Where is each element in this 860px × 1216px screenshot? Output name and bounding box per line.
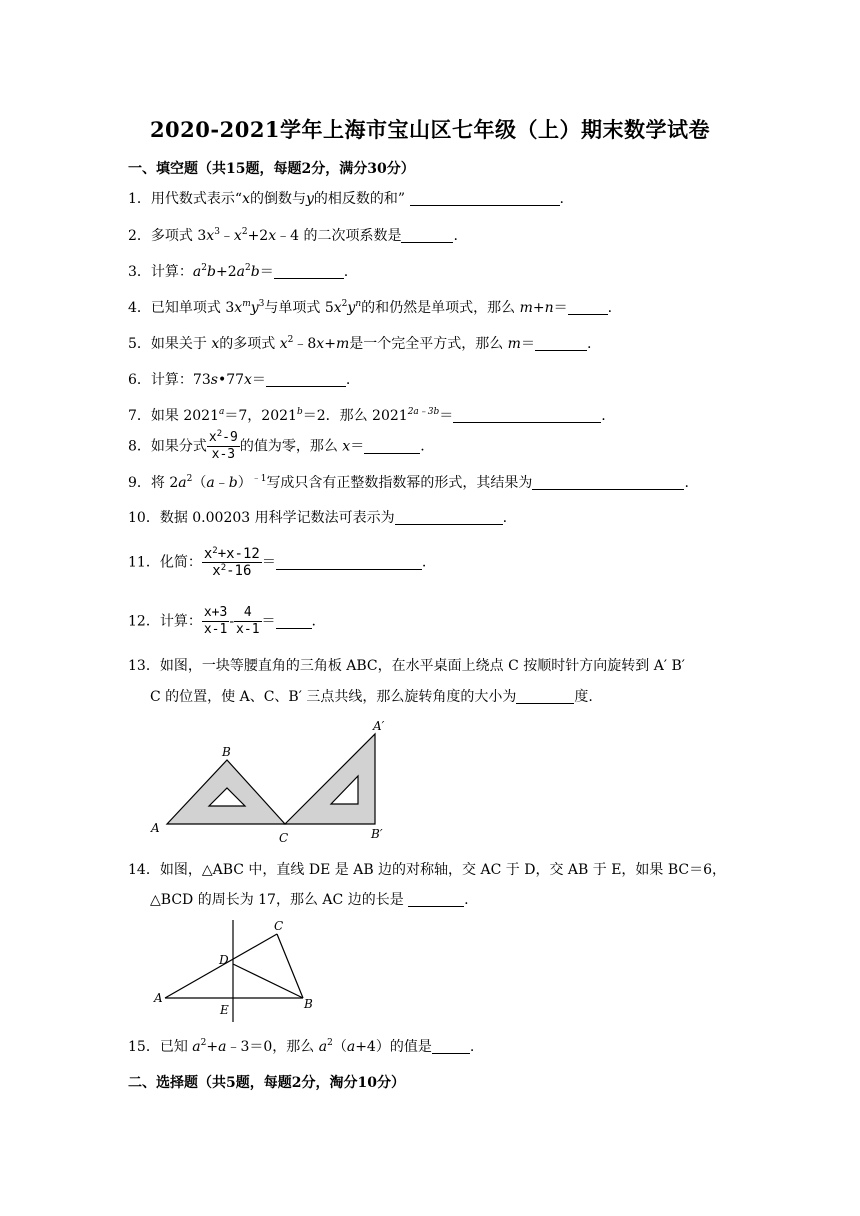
- label-a: A: [151, 821, 160, 835]
- question-14-continued: △BCD 的周长为 17，那么 AC 边的长是 .: [150, 892, 469, 908]
- question-14: 14．如图，△ABC 中，直线 DE 是 AB 边的对称轴，交 AC 于 D，交 AB 于 E，如果 BC＝6，: [128, 862, 727, 878]
- question-8: 8．如果分式 $\frac{x^2-9}{x-3}$ 的值为零，那么 x＝ .: [128, 429, 425, 462]
- answer-blank[interactable]: [364, 439, 420, 454]
- section-heading-fill-blank: 一、填空题（共15题，每题2分，满分30分）: [128, 161, 415, 177]
- triangle-rotation-figure: [145, 716, 405, 846]
- label-a-prime: A′: [373, 719, 385, 733]
- answer-blank[interactable]: [274, 264, 344, 279]
- answer-blank[interactable]: [432, 1039, 470, 1054]
- question-1: 1．用代数式表示“x的倒数与y的相反数的和” .: [128, 191, 564, 207]
- answer-blank[interactable]: [532, 475, 684, 490]
- fraction: $\frac{4}{x-1}$: [236, 605, 260, 637]
- question-10: 10．数据 0.00203 用科学记数法可表示为 .: [128, 510, 508, 526]
- answer-blank[interactable]: [568, 300, 608, 315]
- label-c: C: [279, 831, 289, 845]
- question-7: 7．如果 $2021^a=7$，$2021^b=2$．那么 $2021^{2a﹣3b}=$ .: [128, 407, 606, 424]
- fraction: $\frac{x^2+x-12}{x^2-16}$: [203, 546, 260, 579]
- question-11: 11．化简： $\frac{x^2+x-12}{x^2-16}$ ＝ .: [128, 546, 427, 579]
- question-6: 6．计算：73s•77x＝ .: [128, 372, 351, 388]
- page-title: 2020-2021学年上海市宝山区七年级（上）期末数学试卷: [149, 117, 711, 142]
- fraction: $\frac{x^2-9}{x-3}$: [208, 429, 238, 462]
- question-13-continued: C 的位置，使 A、C、B′ 三点共线，那么旋转角度的大小为 度.: [150, 689, 593, 705]
- answer-blank[interactable]: [453, 408, 601, 423]
- fraction: $\frac{x+3}{x-1}$: [203, 605, 228, 637]
- section-heading-multiple-choice: 二、选择题（共5题，每题2分，淘分10分）: [128, 1075, 405, 1091]
- answer-blank[interactable]: [408, 892, 464, 907]
- answer-blank[interactable]: [395, 510, 503, 525]
- answer-blank[interactable]: [516, 689, 574, 704]
- question-15: 15．已知 $a^2+a﹣3=0$，那么 $a^2(a+4)$的值是 .: [128, 1038, 475, 1055]
- question-12: 12．计算： $\frac{x+3}{x-1}$ - $\frac{4}{x-1}$ ＝ .: [128, 605, 316, 637]
- label-e: E: [220, 1003, 229, 1017]
- answer-blank[interactable]: [266, 372, 346, 387]
- question-4: 4．已知单项式 $3x^my^3$与单项式 $5x^2y^n$的和仍然是单项式，那么 m+n＝ .: [128, 299, 613, 316]
- label-b: B: [222, 745, 231, 759]
- answer-blank[interactable]: [535, 336, 587, 351]
- triangle-a2b2c: [285, 734, 375, 824]
- label-c: C: [274, 919, 284, 933]
- label-d: D: [219, 953, 229, 967]
- triangle-bisector-figure: [145, 916, 335, 1026]
- label-b: B: [304, 997, 313, 1011]
- answer-blank[interactable]: [410, 191, 560, 206]
- answer-blank[interactable]: [401, 228, 453, 243]
- question-9: 9．将 $2a^2(a﹣b)^{﹣1}$写成只含有正整数指数幂的形式，其结果为 .: [128, 474, 689, 491]
- answer-blank[interactable]: [276, 555, 422, 570]
- question-2: 2．多项式 $3x^3﹣x^2+2x﹣4$ 的二次项系数是 .: [128, 227, 458, 244]
- question-5: 5．如果关于 x的多项式 $x^2﹣8x+m$是一个完全平方式，那么 m＝ .: [128, 335, 592, 352]
- answer-blank[interactable]: [276, 614, 312, 629]
- label-b-prime: B′: [371, 827, 383, 841]
- question-13: 13．如图，一块等腰直角的三角板 ABC，在水平桌面上绕点 C 按顺时针方向旋转到 A′ B′: [128, 658, 685, 674]
- question-3: 3．计算：$a^2b+2a^2b=$ .: [128, 263, 349, 280]
- label-a: A: [154, 991, 163, 1005]
